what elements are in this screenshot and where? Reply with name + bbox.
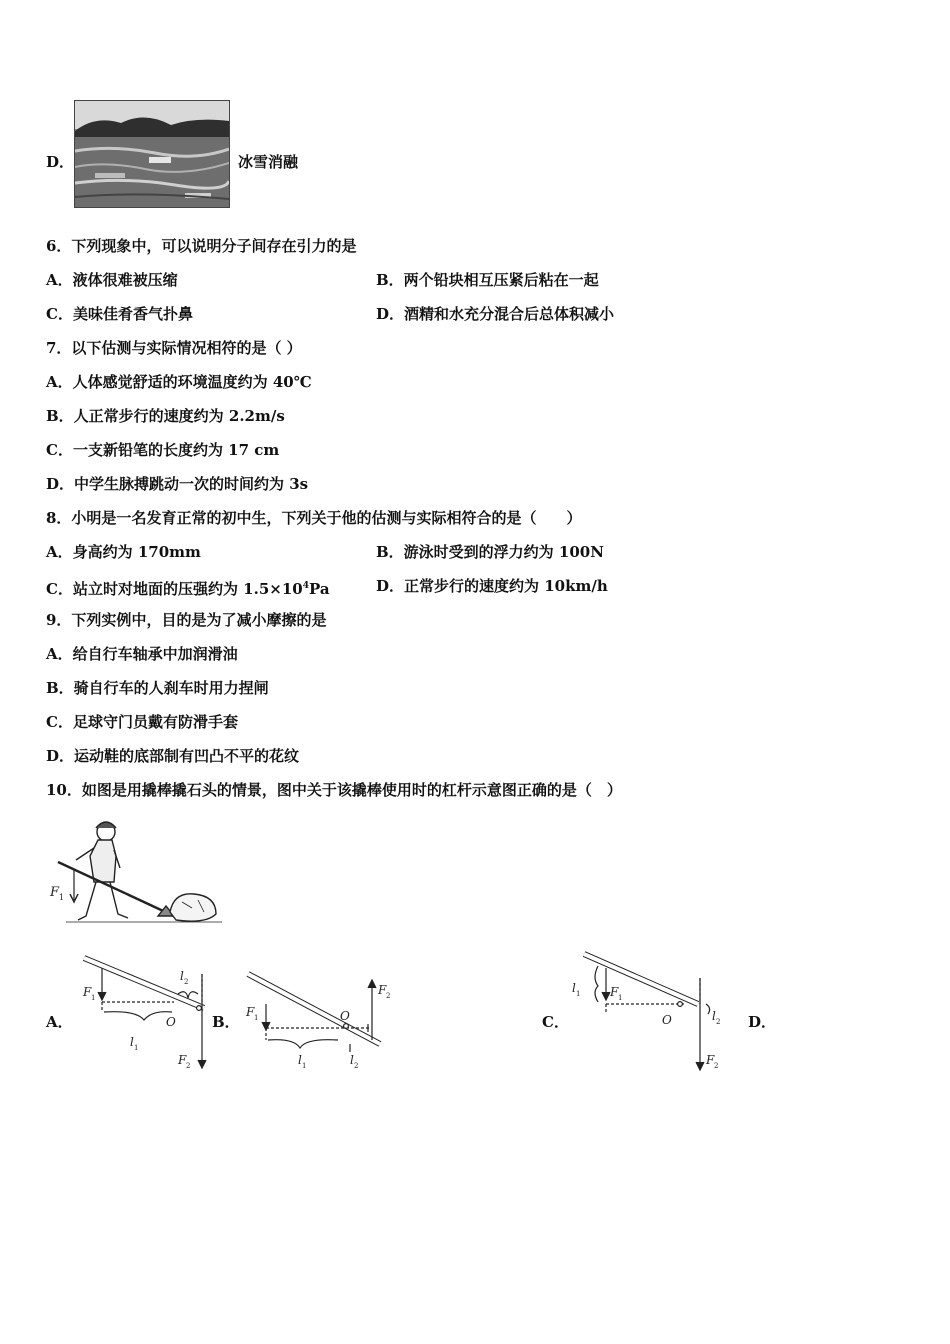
a-l2-sub: 2 bbox=[184, 978, 189, 986]
b-f2-label: F bbox=[378, 983, 387, 997]
q6-option-a: A．液体很难被压缩 bbox=[46, 271, 178, 289]
q7-option-c: C．一支新铅笔的长度约为 17 cm bbox=[46, 441, 280, 459]
c-o-label: O bbox=[662, 1013, 672, 1027]
a-f2-label: F bbox=[178, 1053, 187, 1067]
a-l1-sub: 1 bbox=[134, 1044, 139, 1052]
c-l1-label: l bbox=[572, 981, 576, 995]
q6-option-d: D．酒精和水充分混合后总体积减小 bbox=[376, 305, 615, 323]
q6-stem: 6．下列现象中，可以说明分子间存在引力的是 bbox=[46, 237, 357, 255]
q8-option-c-exponent: 4 bbox=[302, 581, 309, 591]
q7-option-b: B．人正常步行的速度约为 2.2m/s bbox=[46, 407, 285, 425]
q8-option-c bbox=[46, 576, 330, 599]
q10-option-a-label: A． bbox=[46, 1013, 73, 1031]
q9-option-c: C．足球守门员戴有防滑手套 bbox=[46, 713, 238, 731]
q10-stem: 10．如图是用撬棒撬石头的情景，图中关于该撬棒使用时的杠杆示意图正确的是（ ） bbox=[46, 781, 622, 799]
scene-f1-label: F bbox=[50, 885, 60, 900]
a-f1-sub: 1 bbox=[91, 994, 96, 1002]
b-f1-label: F bbox=[246, 1005, 255, 1019]
b-l1-label: l bbox=[298, 1053, 302, 1067]
c-f2-sub: 2 bbox=[714, 1062, 719, 1070]
b-l1-sub: 1 bbox=[302, 1062, 307, 1070]
q8-option-d: D．正常步行的速度约为 10km/h bbox=[376, 577, 608, 595]
a-l1-label: l bbox=[130, 1035, 134, 1049]
c-l2-label: l bbox=[712, 1009, 716, 1023]
ice-melting-photo bbox=[74, 100, 230, 208]
q9-option-b: B．骑自行车的人刹车时用力捏闸 bbox=[46, 679, 269, 697]
q9-stem: 9．下列实例中，目的是为了减小摩擦的是 bbox=[46, 611, 327, 629]
q9-option-a: A．给自行车轴承中加润滑油 bbox=[46, 645, 238, 663]
a-f2-sub: 2 bbox=[186, 1062, 191, 1070]
q5-option-d-caption: 冰雪消融 bbox=[238, 153, 299, 171]
q7-stem: 7．以下估测与实际情况相符的是（ ） bbox=[46, 339, 302, 357]
q10-option-c-label: C． bbox=[542, 1013, 569, 1031]
q9-option-d: D．运动鞋的底部制有凹凸不平的花纹 bbox=[46, 747, 300, 765]
scene-f1-sub: 1 bbox=[59, 893, 65, 902]
b-o-label: O bbox=[340, 1009, 350, 1023]
q7-option-a: A．人体感觉舒适的环境温度约为 40℃ bbox=[46, 373, 312, 391]
q10-option-b-label: B． bbox=[212, 1013, 240, 1031]
a-f1-label: F bbox=[83, 985, 92, 999]
b-f1-sub: 1 bbox=[254, 1014, 259, 1022]
a-o-label: O bbox=[166, 1015, 176, 1029]
q8-option-c-text: C．站立时对地面的压强约为 1.5×10 bbox=[46, 580, 303, 598]
crowbar-scene-illustration bbox=[46, 816, 226, 932]
c-f2-label: F bbox=[706, 1053, 715, 1067]
q8-option-a: A．身高约为 170mm bbox=[46, 543, 201, 561]
a-l2-label: l bbox=[180, 969, 184, 983]
c-l1-sub: 1 bbox=[576, 990, 581, 998]
b-f2-sub: 2 bbox=[386, 992, 391, 1000]
q7-option-d: D．中学生脉搏跳动一次的时间约为 3s bbox=[46, 475, 309, 493]
q8-option-b: B．游泳时受到的浮力约为 100N bbox=[376, 543, 604, 561]
q10-option-d-label: D． bbox=[748, 1013, 777, 1031]
b-l2-label: l bbox=[350, 1053, 354, 1067]
c-f1-label: F bbox=[610, 985, 619, 999]
q6-option-c: C．美味佳肴香气扑鼻 bbox=[46, 305, 193, 323]
c-l2-sub: 2 bbox=[716, 1018, 721, 1026]
lever-diagram-c bbox=[568, 948, 738, 1074]
b-l2-sub: 2 bbox=[354, 1062, 359, 1070]
lever-diagram-b bbox=[238, 968, 398, 1078]
c-f1-sub: 1 bbox=[618, 994, 623, 1002]
q8-stem: 8．小明是一名发育正常的初中生，下列关于他的估测与实际相符合的是（ ） bbox=[46, 509, 582, 527]
lever-diagram-a bbox=[74, 950, 214, 1074]
q6-option-b: B．两个铅块相互压紧后粘在一起 bbox=[376, 271, 599, 289]
q8-option-c-unit: Pa bbox=[308, 580, 330, 598]
q5-option-d-label: D． bbox=[46, 153, 75, 171]
